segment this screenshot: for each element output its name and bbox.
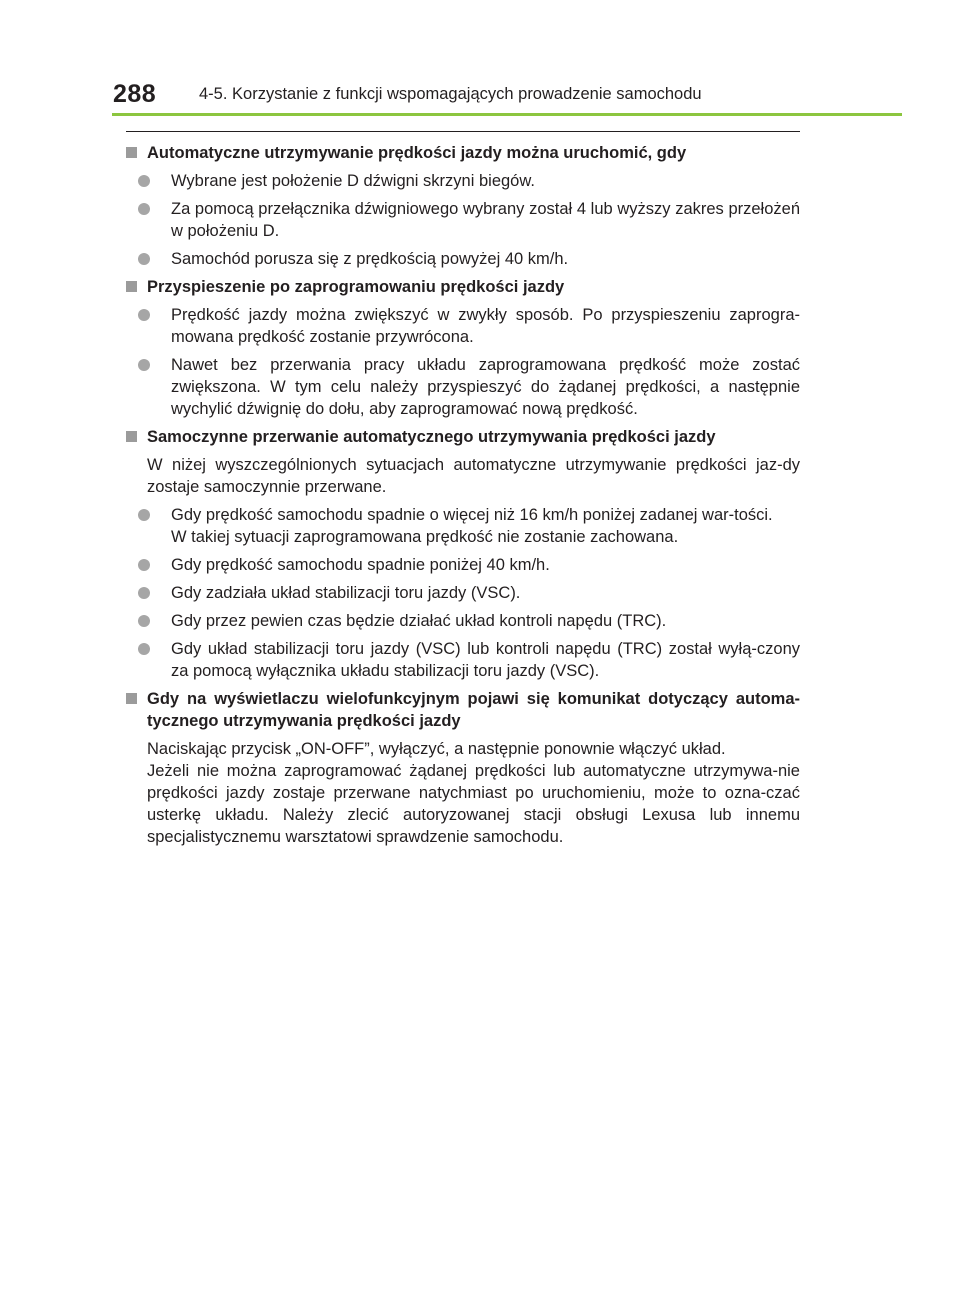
list-item	[126, 554, 800, 576]
content-top-rule	[126, 131, 800, 132]
list-item-text: Prędkość jazdy można zwiększyć w zwykły sposób. Po przyspieszeniu zaprogra-mowana prędkość zostanie przywrócona.	[171, 306, 800, 346]
section-heading	[126, 276, 800, 298]
list-item-text: Gdy prędkość samochodu spadnie o więcej niż 16 km/h poniżej zadanej war-tości.	[171, 506, 773, 524]
header-rule	[112, 113, 902, 116]
list-item	[126, 610, 800, 632]
gray-circle-icon	[138, 203, 150, 215]
list-item-text: Gdy układ stabilizacji toru jazdy (VSC) lub kontroli napędu (TRC) został wyłą-czony za pomocą wyłącznika układu stabilizacji toru jazdy (VSC).	[171, 640, 800, 680]
list-item-text: Samochód porusza się z prędkością powyżej 40 km/h.	[171, 250, 569, 268]
list-item-text: Nawet bez przerwania pracy układu zaprogramowana prędkość może zostać zwiększona. W tym celu należy przyspieszyć do żądanej prędkości, a następnie wychylić dźwignię do dołu, aby zaprogramować nową prędkość.	[171, 356, 800, 418]
list-item	[126, 198, 800, 242]
list-item	[126, 504, 800, 548]
section-paragraph: Jeżeli nie można zaprogramować żądanej prędkości lub automatyczne utrzymywa-nie prędkości jazdy zostaje przerwane natychmiast po uruchomieniu, może to ozna-czać usterkę układu. Należy zlecić autoryzowanej stacji obsługi Lexusa lub innemu specjalistycznemu warsztatowi sprawdzenie samochodu.	[147, 762, 800, 846]
list-item-text: Gdy prędkość samochodu spadnie poniżej 40 km/h.	[171, 556, 550, 574]
section-heading-text: Automatyczne utrzymywanie prędkości jazdy można uruchomić, gdy	[147, 144, 687, 162]
page-number: 288	[113, 80, 157, 108]
list-item	[126, 170, 800, 192]
gray-circle-icon	[138, 175, 150, 187]
gray-circle-icon	[138, 309, 150, 321]
section-heading	[126, 688, 800, 732]
list-item-text: Za pomocą przełącznika dźwigniowego wybrany został 4 lub wyższy zakres przełożeń w położeniu D.	[171, 200, 800, 240]
list-item-text: Gdy przez pewien czas będzie działać układ kontroli napędu (TRC).	[171, 612, 667, 630]
gray-circle-icon	[138, 643, 150, 655]
gray-circle-icon	[138, 615, 150, 627]
section-paragraph: Naciskając przycisk „ON-OFF”, wyłączyć, a następnie ponownie włączyć układ.	[147, 740, 726, 758]
section-heading-text: Przyspieszenie po zaprogramowaniu prędkości jazdy	[147, 278, 565, 296]
gray-square-icon	[126, 147, 137, 158]
list-item-text: Wybrane jest położenie D dźwigni skrzyni biegów.	[171, 172, 535, 190]
section-automatic-cancel	[126, 426, 800, 682]
page-header	[0, 0, 960, 118]
gray-circle-icon	[138, 253, 150, 265]
section-activation-conditions	[126, 142, 800, 270]
gray-square-icon	[126, 431, 137, 442]
list-item-note: W takiej sytuacji zaprogramowana prędkość nie zostanie zachowana.	[171, 528, 679, 546]
list-item-text: Gdy zadziała układ stabilizacji toru jazdy (VSC).	[171, 584, 521, 602]
section-intro: W niżej wyszczególnionych sytuacjach automatyczne utrzymywanie prędkości jaz-dy zostaje samoczynnie przerwane.	[147, 456, 800, 496]
list-item	[126, 304, 800, 348]
gray-circle-icon	[138, 359, 150, 371]
list-item	[126, 354, 800, 420]
page-content	[126, 142, 800, 854]
section-heading-text: Gdy na wyświetlaczu wielofunkcyjnym pojawi się komunikat dotyczący automa-tycznego utrzymywania prędkości jazdy	[147, 690, 800, 730]
gray-circle-icon	[138, 509, 150, 521]
list-item	[126, 248, 800, 270]
gray-circle-icon	[138, 587, 150, 599]
gray-square-icon	[126, 693, 137, 704]
section-display-message	[126, 688, 800, 848]
chapter-title: 4-5. Korzystanie z funkcji wspomagających prowadzenie samochodu	[199, 85, 702, 103]
list-item	[126, 582, 800, 604]
section-heading	[126, 142, 800, 164]
gray-circle-icon	[138, 559, 150, 571]
section-heading-text: Samoczynne przerwanie automatycznego utrzymywania prędkości jazdy	[147, 428, 716, 446]
gray-square-icon	[126, 281, 137, 292]
section-acceleration	[126, 276, 800, 420]
list-item	[126, 638, 800, 682]
section-heading	[126, 426, 800, 448]
